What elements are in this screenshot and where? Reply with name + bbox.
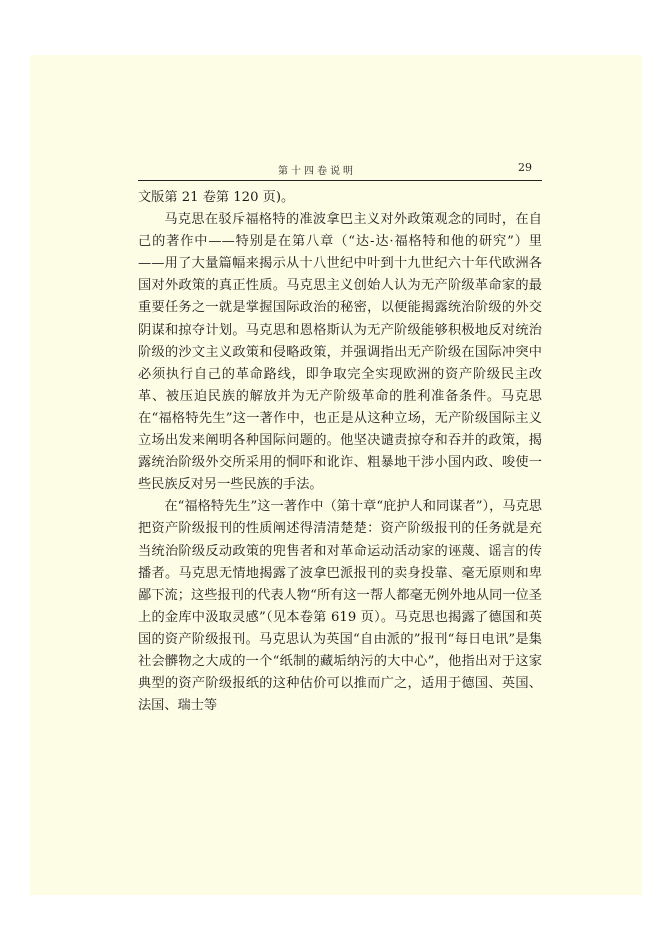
paragraph-continuation: 文版第 21 卷第 120 页)。 (138, 190, 295, 205)
paragraph: 在“福格特先生”这一著作中（第十章“庇护人和同谋者”），马克思把资产阶级报刊的性质阐述得清清楚楚：资产阶级报刊的任务就是充当统治阶级反动政策的兜售者和对革命运动活动家的诬蔑、谣言的传播者。马克思无情地揭露了波拿巴派报刊的卖身投靠、毫无原则和卑鄙下流；这些报刊的代表人物“所有这一帮人都毫无例外地从同一位圣上的金库中汲取灵感”（见本卷第 619 页）。马克思也揭露了德国和英国的资产阶级报刊。马克思认为英国“自由派的”报刊“每日电讯”是集社会髒物之大成的一个“纸制的藏垢纳污的大中心”，他指出对于这家典型的资产阶级报纸的这种估价可以推而广之，适用于德国、英国、法国、瑞士等 (138, 499, 542, 714)
header-title: 第十四卷说明 (278, 166, 356, 177)
body-text (138, 187, 542, 717)
running-header (138, 160, 542, 181)
paragraph: 马克思在驳斥福格特的准波拿巴主义对外政策观念的同时，在自己的著作中——特别是在第八章（“达-达·福格特和他的研究”）里——用了大量篇幅来揭示从十八世纪中叶到十九世纪六十年代欧洲各国对外政策的真正性质。马克思主义创始人认为无产阶级革命家的最重要任务之一就是掌握国际政治的秘密，以便能揭露统治阶级的外交阴谋和掠夺计划。马克思和恩格斯认为无产阶级能够积极地反对统治阶级的沙文主义政策和侵略政策，并强调指出无产阶级在国际冲突中必须执行自己的革命路线，即争取完全实现欧洲的资产阶级民主改革、被压迫民族的解放并为无产阶级革命的胜利准备条件。马克思在“福格特先生”这一著作中，也正是从这种立场，无产阶级国际主义立场出发来阐明各种国际问题的。他坚决谴责掠夺和吞并的政策，揭露统治阶级外交所采用的恫吓和讹诈、粗暴地干涉小国内政、唆使一些民族反对另一些民族的手法。 (138, 212, 542, 493)
page-number: 29 (518, 161, 532, 174)
